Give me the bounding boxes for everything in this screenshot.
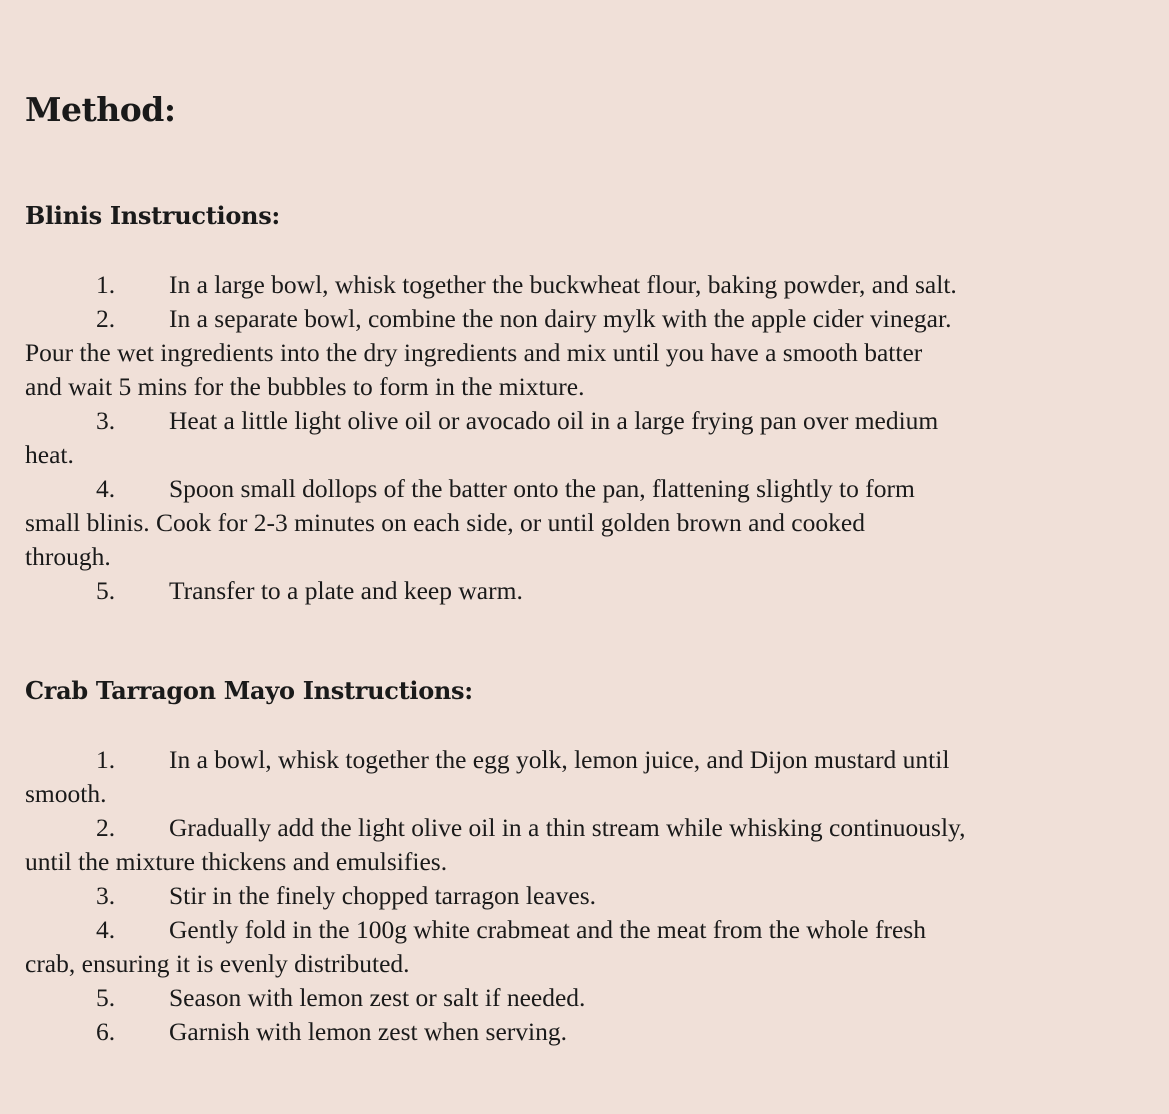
step-number: 4. bbox=[96, 474, 116, 503]
blinis-step-4 bbox=[25, 472, 1105, 574]
step-text: Spoon small dollops of the batter onto the pan, flattening slightly to form bbox=[169, 474, 915, 503]
blinis-step-2 bbox=[25, 302, 1105, 404]
step-text-continued: smooth. bbox=[25, 779, 107, 808]
step-number: 1. bbox=[96, 745, 116, 774]
blinis-step-5 bbox=[25, 574, 1105, 608]
step-text: Heat a little light olive oil or avocado oil in a large frying pan over medium bbox=[169, 406, 939, 435]
step-text: Gently fold in the 100g white crabmeat and the meat from the whole fresh bbox=[169, 915, 926, 944]
step-number: 2. bbox=[96, 304, 116, 333]
step-text-continued: through. bbox=[25, 542, 111, 571]
crab-mayo-steps-list bbox=[25, 743, 1105, 1049]
step-number: 2. bbox=[96, 813, 116, 842]
step-text: In a large bowl, whisk together the buckwheat flour, baking powder, and salt. bbox=[169, 270, 957, 299]
step-text: In a bowl, whisk together the egg yolk, lemon juice, and Dijon mustard until bbox=[169, 745, 950, 774]
step-number: 1. bbox=[96, 270, 116, 299]
step-text: Stir in the finely chopped tarragon leaves. bbox=[169, 881, 596, 910]
step-text: Transfer to a plate and keep warm. bbox=[169, 576, 523, 605]
step-number: 3. bbox=[96, 881, 116, 910]
blinis-step-3 bbox=[25, 404, 1105, 472]
step-number: 4. bbox=[96, 915, 116, 944]
step-text: In a separate bowl, combine the non dairy mylk with the apple cider vinegar. bbox=[169, 304, 952, 333]
blinis-step-1 bbox=[25, 268, 1105, 302]
step-text-continued: heat. bbox=[25, 440, 74, 469]
step-text: Garnish with lemon zest when serving. bbox=[169, 1017, 568, 1046]
crab-mayo-step-6 bbox=[25, 1015, 1105, 1049]
crab-mayo-step-4 bbox=[25, 913, 1105, 981]
step-text: Gradually add the light olive oil in a thin stream while whisking continuously, bbox=[169, 813, 966, 842]
page-title: Method: bbox=[25, 90, 176, 129]
step-text-continued: Pour the wet ingredients into the dry ingredients and mix until you have a smooth batter bbox=[25, 338, 923, 367]
step-number: 3. bbox=[96, 406, 116, 435]
crab-mayo-step-5 bbox=[25, 981, 1105, 1015]
step-number: 6. bbox=[96, 1017, 116, 1046]
crab-mayo-step-1 bbox=[25, 743, 1105, 811]
step-number: 5. bbox=[96, 576, 116, 605]
step-number: 5. bbox=[96, 983, 116, 1012]
blinis-steps-list bbox=[25, 268, 1105, 608]
step-text-continued: and wait 5 mins for the bubbles to form in the mixture. bbox=[25, 372, 585, 401]
section-heading-crab-tarragon-mayo: Crab Tarragon Mayo Instructions: bbox=[25, 676, 473, 705]
step-text: Season with lemon zest or salt if needed. bbox=[169, 983, 586, 1012]
step-text-continued: until the mixture thickens and emulsifies. bbox=[25, 847, 448, 876]
step-text-continued: crab, ensuring it is evenly distributed. bbox=[25, 949, 410, 978]
crab-mayo-step-2 bbox=[25, 811, 1105, 879]
crab-mayo-step-3 bbox=[25, 879, 1105, 913]
step-text-continued: small blinis. Cook for 2-3 minutes on each side, or until golden brown and cooked bbox=[25, 508, 865, 537]
section-heading-blinis: Blinis Instructions: bbox=[25, 201, 280, 230]
